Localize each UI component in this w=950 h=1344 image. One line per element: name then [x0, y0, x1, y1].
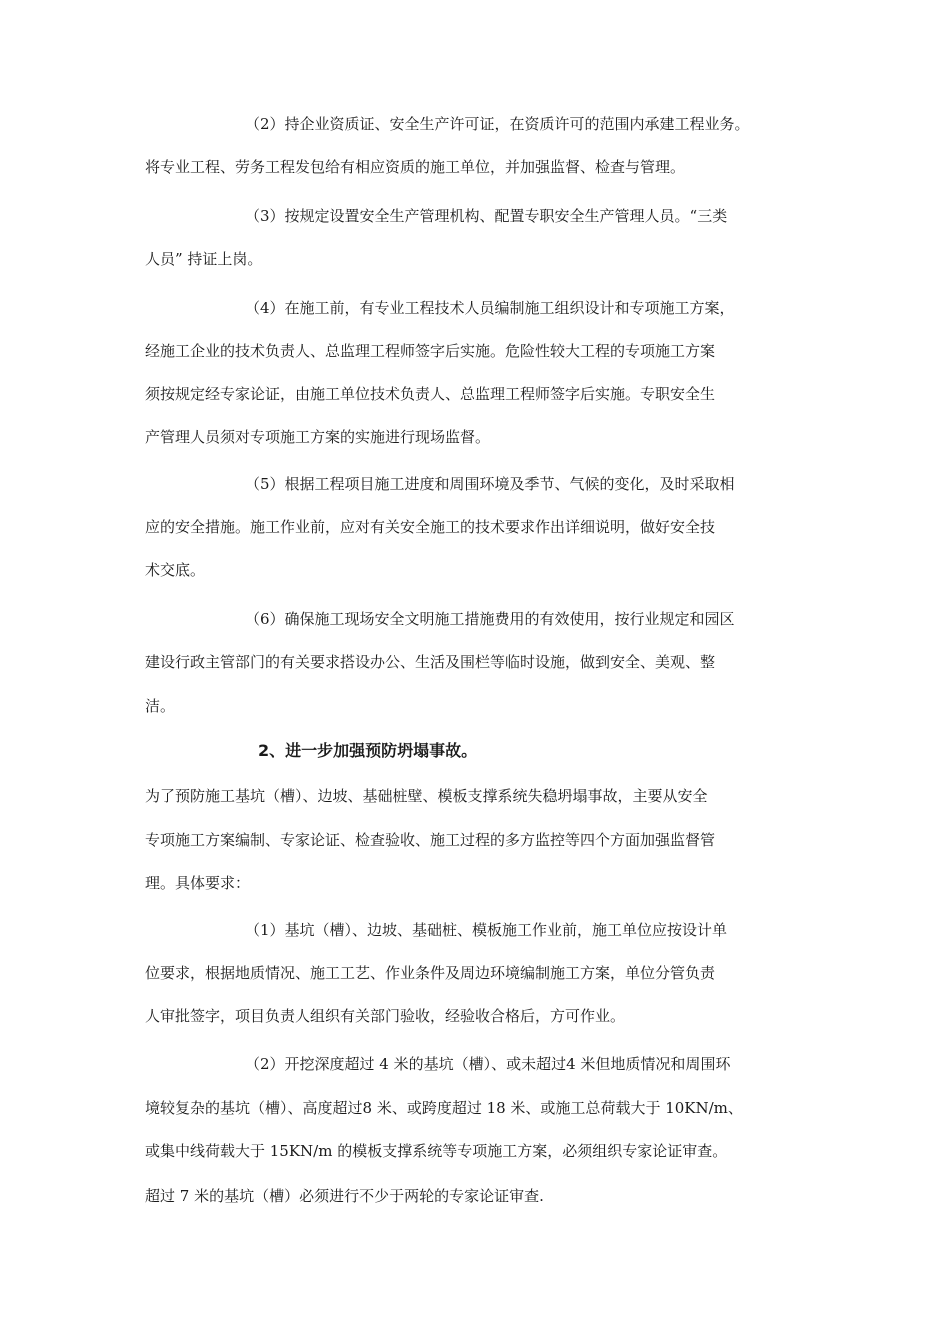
- paragraph-3-line-1: （3）按规定设置安全生产管理机构、配置专职安全生产管理人员。“三类: [245, 207, 728, 225]
- paragraph-4-line-2: 经施工企业的技术负责人、总监理工程师签字后实施。危险性较大工程的专项施工方案: [145, 342, 716, 360]
- paragraph-3-line-2: 人员” 持证上岗。: [145, 250, 263, 268]
- requirement-2-line-1: （2）开挖深度超过 4 米的基坑（槽）、或未超过4 米但地质情况和周围环: [245, 1055, 731, 1073]
- paragraph-5-line-2: 应的安全措施。施工作业前，应对有关安全施工的技术要求作出详细说明，做好安全技: [145, 518, 716, 536]
- section-heading: 2、进一步加强预防坍塌事故。: [258, 741, 478, 760]
- paragraph-5-line-3: 术交底。: [145, 561, 206, 579]
- paragraph-2-line-1: （2）持企业资质证、安全生产许可证，在资质许可的范围内承建工程业务。: [245, 115, 750, 133]
- paragraph-4-line-4: 产管理人员须对专项施工方案的实施进行现场监督。: [145, 428, 491, 446]
- requirement-2-line-3: 或集中线荷载大于 15KN/m 的模板支撑系统等专项施工方案，必须组织专家论证审查。: [145, 1142, 728, 1160]
- paragraph-6-line-2: 建设行政主管部门的有关要求搭设办公、生活及围栏等临时设施，做到安全、美观、整: [145, 653, 716, 671]
- paragraph-6-line-1: （6）确保施工现场安全文明施工措施费用的有效使用，按行业规定和园区: [245, 610, 735, 628]
- intro-line-3: 理。具体要求：: [145, 874, 251, 892]
- requirement-1-line-3: 人审批签字，项目负责人组织有关部门验收，经验收合格后，方可作业。: [145, 1007, 626, 1025]
- paragraph-4-line-3: 须按规定经专家论证，由施工单位技术负责人、总监理工程师签字后实施。专职安全生: [145, 385, 716, 403]
- requirement-1-line-2: 位要求，根据地质情况、施工工艺、作业条件及周边环境编制施工方案，单位分管负责: [145, 964, 716, 982]
- intro-line-2: 专项施工方案编制、专家论证、检查验收、施工过程的多方监控等四个方面加强监督管: [145, 831, 716, 849]
- requirement-1-line-1: （1）基坑（槽）、边坡、基础桩、模板施工作业前，施工单位应按设计单: [245, 921, 728, 939]
- intro-line-1: 为了预防施工基坑（槽）、边坡、基础桩壁、模板支撑系统失稳坍塌事故，主要从安全: [145, 787, 708, 805]
- paragraph-4-line-1: （4）在施工前，有专业工程技术人员编制施工组织设计和专项施工方案，: [245, 299, 735, 317]
- requirement-2-line-4: 超过 7 米的基坑（槽）必须进行不少于两轮的专家论证审查.: [145, 1187, 544, 1205]
- paragraph-5-line-1: （5）根据工程项目施工进度和周围环境及季节、气候的变化，及时采取相: [245, 475, 735, 493]
- paragraph-6-line-3: 洁。: [145, 697, 176, 715]
- paragraph-2-line-2: 将专业工程、劳务工程发包给有相应资质的施工单位，并加强监督、检查与管理。: [145, 158, 686, 176]
- requirement-2-line-2: 境较复杂的基坑（槽）、高度超过8 米、或跨度超过 18 米、或施工总荷载大于 10KN/m、: [145, 1099, 743, 1117]
